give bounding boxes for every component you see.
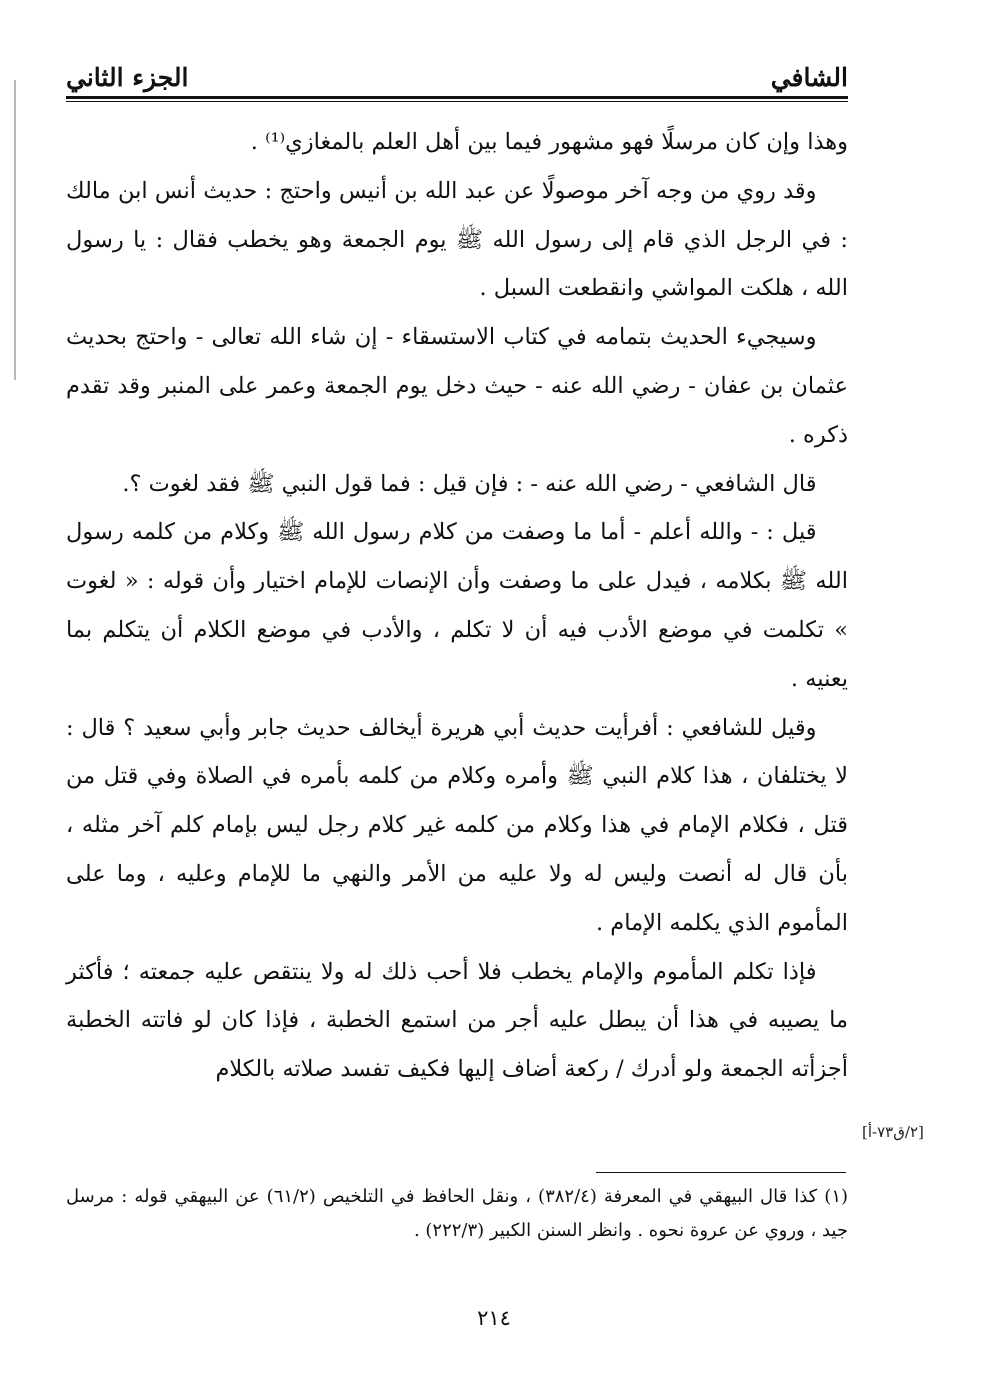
paragraph: فإذا تكلم المأموم والإمام يخطب فلا أحب ذلك له ولا ينتقص عليه جمعته ؛ فأكثر ما يصيبه في هذا أن يبطل عليه أجر من استمع الخطبة ، فإذا كان لو فاتته الخطبة أجزأته الجمعة ولو أدرك / ركعة أضاف إليها فكيف تفسد صلاته بالكلام (66, 958, 848, 1083)
paragraph: وقد روي من وجه آخر موصولًا عن عبد الله بن أنيس واحتج : حديث أنس ابن مالك : في الرجل الذي قام إلى رسول الله ﷺ يوم الجمعة وهو يخطب فقال : يا رسول الله ، هلكت المواشي وانقطعت السبل . (66, 177, 848, 302)
paragraph: وقيل للشافعي : أفرأيت حديث أبي هريرة أيخالف حديث جابر وأبي سعيد ؟ قال : لا يختلفان ، هذا كلام النبي ﷺ وأمره وكلام من كلمه بأمره في الصلاة وفي قتل من قتل ، فكلام الإمام في هذا وكلام من كلمه غير كلام رجل ليس بإمام كلم آخر مثله ، بأن قال له أنصت وليس له ولا عليه من الأمر والنهي ما للإمام وعليه ، وما على المأموم الذي يكلمه الإمام . (66, 714, 848, 936)
paragraph: قال الشافعي - رضي الله عنه - : فإن قيل : فما قول النبي ﷺ فقد لغوت ؟. (122, 470, 817, 497)
paragraph: وسيجيء الحديث بتمامه في كتاب الاستسقاء - إن شاء الله تعالى - واحتج بحديث عثمان بن عفان - رضي الله عنه - حيث دخل يوم الجمعة وعمر على المنبر وقد تقدم ذكره . (66, 324, 848, 448)
book-title: الشافي (770, 63, 848, 92)
manuscript-folio-note: [٢/ق٧٣-أ] (862, 1123, 924, 1141)
scan-edge-line (14, 80, 16, 380)
header-rule-thick (66, 96, 848, 99)
footnote: (١) كذا قال البيهقي في المعرفة (٣٨٢/٤) ، ونقل الحافظ في التلخيص (٦١/٢) عن البيهقي قوله : مرسل جيد ، وروي عن عروة نحوه . وانظر السنن الكبير (٢٢٢/٣) . (66, 1186, 849, 1241)
paragraph: وهذا وإن كان مرسلًا فهو مشهور فيما بين أهل العلم بالمغازي⁽¹⁾ . (250, 129, 848, 155)
paragraph: قيل : - والله أعلم - أما ما وصفت من كلام رسول الله ﷺ وكلام من كلمه رسول الله ﷺ بكلامه ، فيدل على ما وصفت وأن الإنصات للإمام اختيار وأن قوله : « لغوت » تكلمت في موضع الأدب فيه أن لا تكلم ، والأدب في موضع الكلام أن يتكلم بما يعنيه . (66, 519, 848, 692)
header-rule-thin (66, 101, 848, 102)
part-label: الجزء الثاني (66, 63, 189, 92)
page-number: ٢١٤ (477, 1306, 511, 1330)
running-header (66, 52, 848, 92)
footnote-separator (596, 1172, 846, 1173)
main-text (66, 118, 848, 1094)
